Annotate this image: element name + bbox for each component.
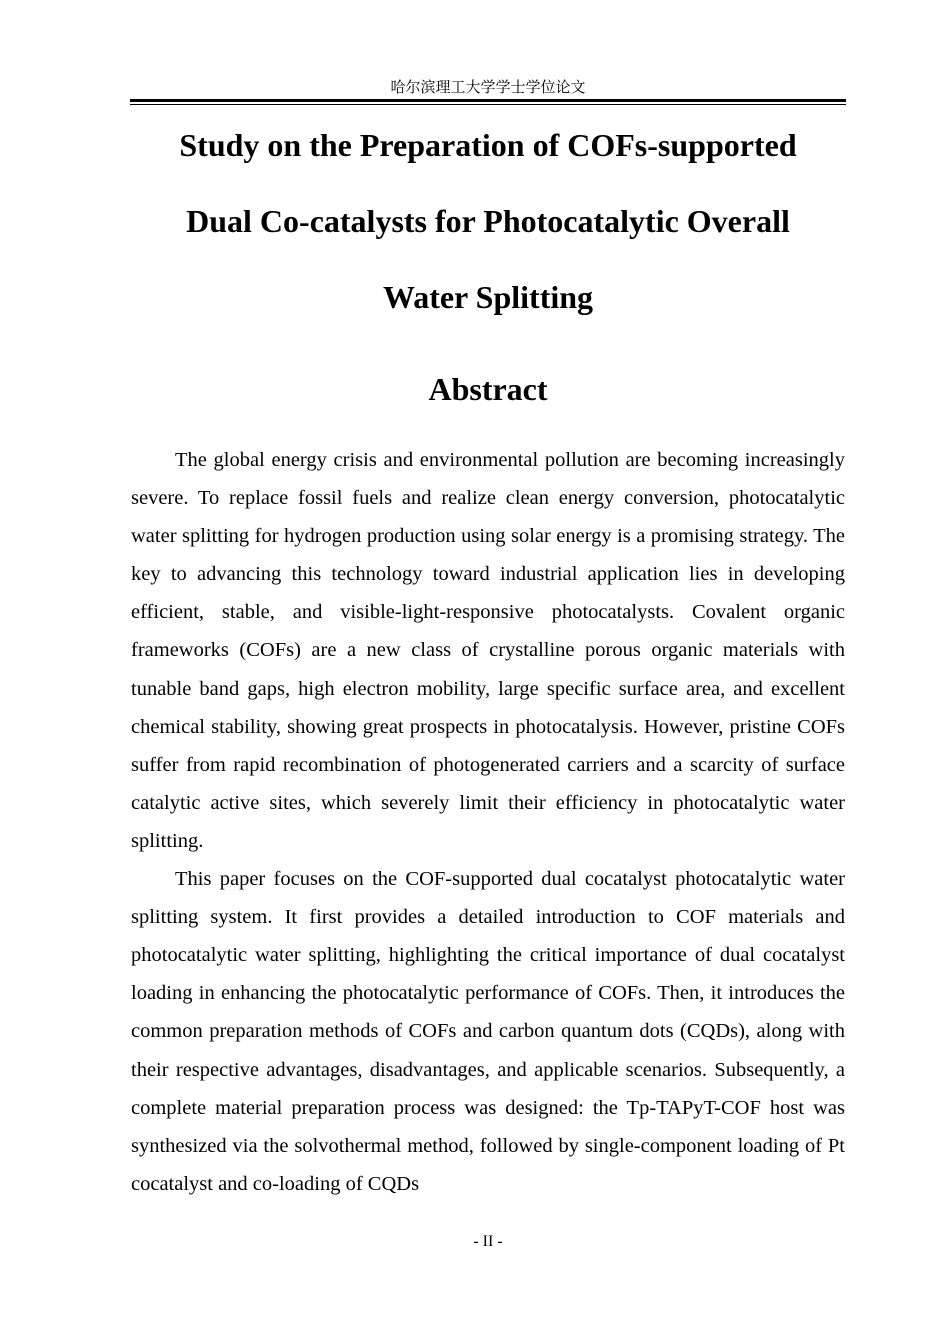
abstract-paragraph-2: This paper focuses on the COF-supported dual cocatalyst photocatalytic water splitting system. It first provides a detailed introduction to COF materials and photocatalytic water splitting, highlighting the critical importance of dual cocatalyst loading in enhancing the photocatalytic performance of COFs. Then, it introduces the common preparation methods of COFs and carbon quantum dots (CQDs), along with their respective advantages, disadvantages, and applicable scenarios. Subsequently, a complete material preparation process was designed: the Tp-TAPyT-COF host was synthesized via the solvothermal method, followed by single-component loading of Pt cocatalyst and co-loading of CQDs: [131, 868, 845, 1195]
thesis-title: [130, 126, 846, 354]
abstract-paragraph-1: The global energy crisis and environmental pollution are becoming increasingly severe. To replace fossil fuels and realize clean energy conversion, photocatalytic water splitting for hydrogen production using solar energy is a promising strategy. The key to advancing this technology toward industrial application lies in developing efficient, stable, and visible-light-responsive photocatalysts. Covalent organic frameworks (COFs) are a new class of crystalline porous organic materials with tunable band gaps, high electron mobility, large specific surface area, and excellent chemical stability, showing great prospects in photocatalysis. However, pristine COFs suffer from rapid recombination of photogenerated carriers and a scarcity of surface catalytic active sites, which severely limit their efficiency in photocatalytic water splitting.: [131, 449, 845, 852]
header-rule-thin: [130, 104, 846, 105]
page-number: - II -: [473, 1233, 503, 1250]
header-rule-thick: [130, 99, 846, 102]
abstract-heading: Abstract: [428, 371, 548, 407]
abstract-body: [131, 441, 845, 1203]
running-header: 哈尔滨理工大学学士学位论文: [390, 80, 586, 96]
title-line-1: Study on the Preparation of COFs-supported: [179, 127, 797, 163]
title-line-2: Dual Co-catalysts for Photocatalytic Overall: [186, 203, 790, 239]
title-line-3: Water Splitting: [382, 279, 594, 315]
